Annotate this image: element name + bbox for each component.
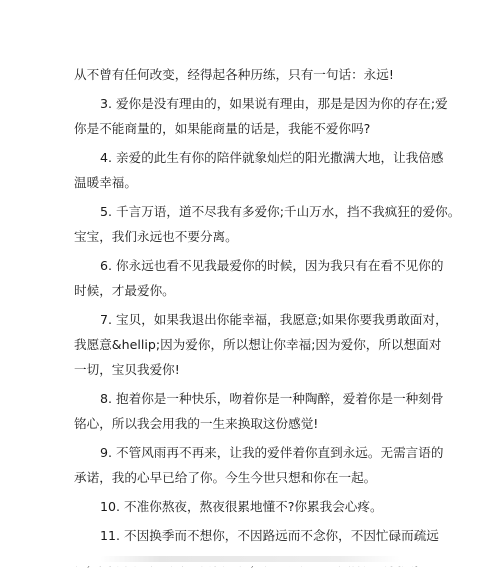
text-line: 8. 抱着你是一种快乐，吻着你是一种陶醉，爱着你是一种刻骨 xyxy=(100,391,444,406)
text-line: 10. 不准你熬夜，熬夜很累地懂不?你累我会心疼。 xyxy=(100,499,383,514)
text-line: 时候，才最爱你。 xyxy=(74,283,175,298)
text-line: 4. 亲爱的此生有你的陪伴就象灿烂的阳光撒满大地，让我倍感 xyxy=(100,150,444,165)
text-line: 从不曾有任何改变，经得起各种历练，只有一句话：永远! xyxy=(74,67,394,82)
text-line: 11. 不因换季而不想你，不因路远而不念你，不因忙碌而疏远 xyxy=(100,528,439,543)
text-line: 我愿意&hellip;因为爱你，所以想让你幸福;因为爱你，所以想面对 xyxy=(74,337,442,352)
text-line: 9. 不管风雨再不再来，让我的爱伴着你直到永远。无需言语的 xyxy=(100,445,444,460)
text-line: 5. 千言万语，道不尽我有多爱你;千山万水，挡不我疯狂的爱你。 xyxy=(100,204,461,219)
text-line: 铭心，所以我会用我的一生来换取这份感觉! xyxy=(74,416,319,431)
text-line: 7. 宝贝，如果我退出你能幸福，我愿意;如果你要我勇敢面对， xyxy=(100,312,448,327)
text-line: 你是不能商量的，如果能商量的话是，我能不爱你吗? xyxy=(74,121,371,136)
text-line: 3. 爱你是没有理由的，如果说有理由，那是是因为你的存在;爱 xyxy=(100,96,448,111)
text-line: 温暖幸福。 xyxy=(74,175,137,190)
text-line: 一切，宝贝我爱你! xyxy=(74,362,180,377)
document-body xyxy=(74,62,461,573)
text-line: 6. 你永远也看不见我最爱你的时候，因为我只有在看不见你的 xyxy=(100,258,444,273)
text-line: 宝宝，我们永远也不要分离。 xyxy=(74,229,238,244)
text-line: 承诺，我的心早已给了你。今生今世只想和你在一起。 xyxy=(74,470,377,485)
cut-off-text-line xyxy=(100,556,400,562)
